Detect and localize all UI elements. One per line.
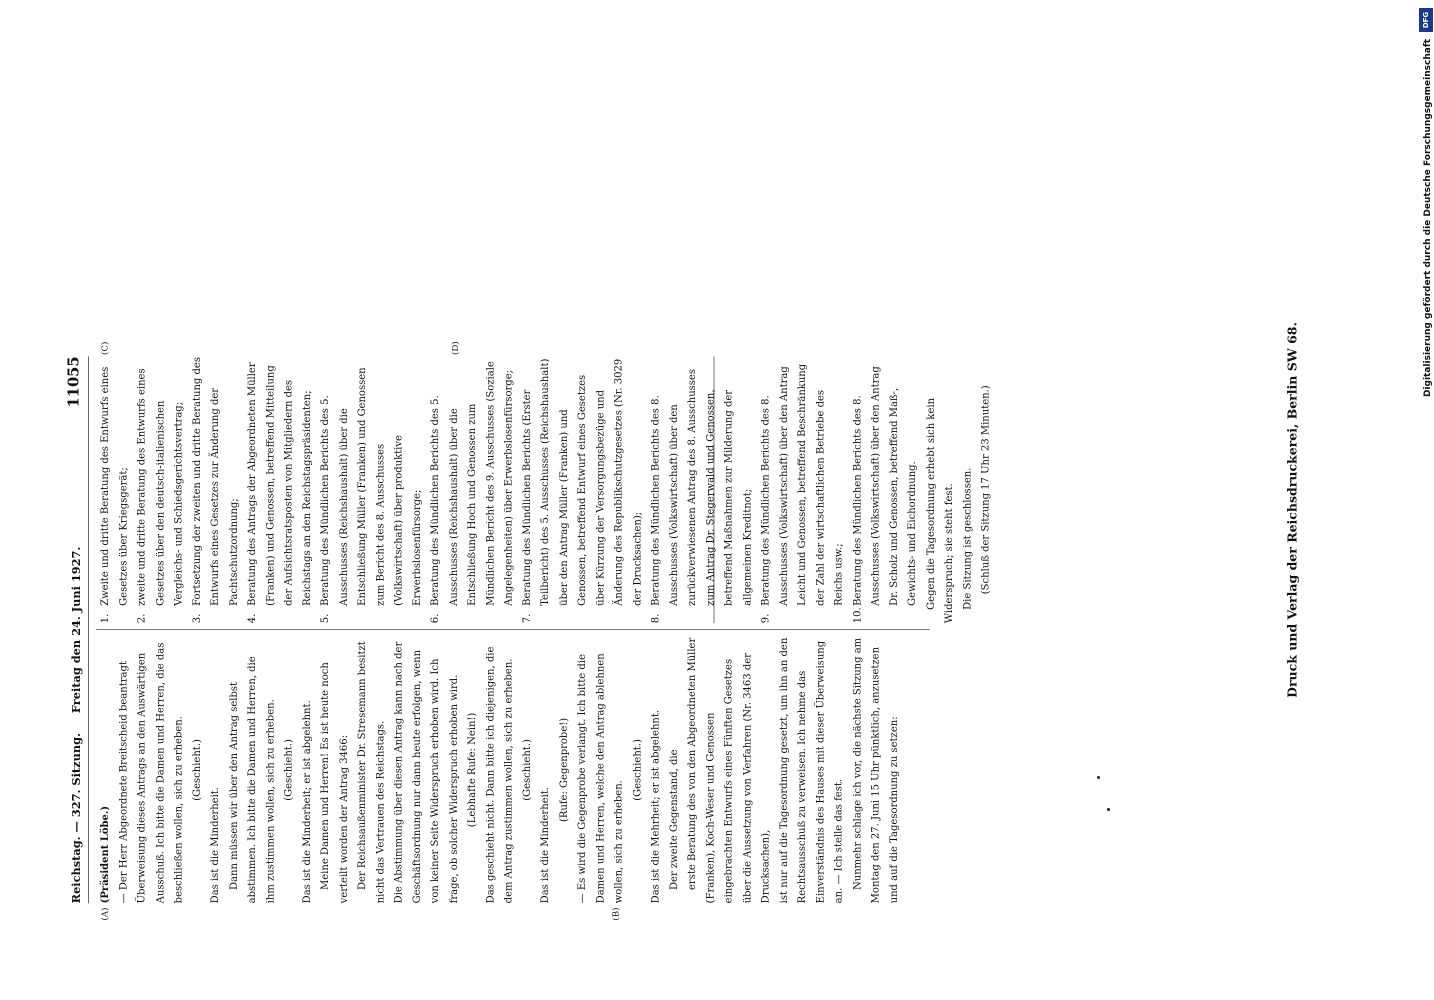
paragraph: Das ist die Minderheit; er ist abgelehnt. (300, 700, 313, 904)
agenda-item-number: 7. (520, 613, 533, 624)
agenda-item (518, 356, 646, 623)
margin-mark-b: (B) (610, 907, 621, 921)
agenda-item-text: Beratung des Mündlichen Berichts des 8. Ausschusses (Volkswirtschaft) über den zurückverwiesenen Antrag des 8. Ausschusses zum Antrag Dr. Stegerwald und Genossen, betreffend Maßnahmen zur Milderung der allgemeinen Kreditnot; (648, 369, 753, 606)
paragraph: Die Sitzung ist geschlossen. (960, 467, 973, 610)
agenda-item-text: Beratung des Mündlichen Berichts des 8. Ausschusses (Volkswirtschaft) über den Antrag Leicht und Genossen, betreffend Beschränkung der Zahl der wirtschaftlichen Betriebe des Reichs usw.; (759, 363, 845, 606)
agenda-item-text: Beratung des Mündlichen Berichts des 5. Ausschusses (Reichshaushalt) über die Entschließung Müller (Franken) und Genossen zum Bericht des 8. Ausschusses (Volkswirtschaft) über produktive Erwerbslosenfürsorge; (318, 367, 423, 606)
margin-mark-c: (C) (100, 341, 111, 356)
header-left: Reichstag. — 327. Sitzung. (70, 733, 84, 904)
agenda-item-number: 4. (245, 613, 258, 624)
agenda-item (188, 356, 243, 623)
imprint-text: Druck und Verlag der Reichsdruckerei, Berlin SW 68. (1284, 322, 1300, 698)
agenda-item (756, 356, 848, 623)
agenda-item-text: Fortsetzung der zweiten und dritte Beratung des Entwurfs eines Gesetzes zur Änderung der Pachtschutzordnung; (190, 357, 240, 606)
paragraph: ist nur auf die Tagesordnung gesetzt, um ihn an den Rechtsausschuß zu verweisen. Ich nehme das Einverständnis des Hauses mit dieser Überweisung an. — Ich stelle das fest. (777, 637, 845, 904)
dfg-logo-text: DFG (1422, 11, 1430, 29)
agenda-item-number: 6. (428, 613, 441, 624)
agenda-item (848, 356, 921, 623)
agenda-item-number: 3. (190, 613, 203, 624)
agenda-item-text: Beratung des Mündlichen Berichts (Erster Teilbericht) des 5. Ausschusses (Reichshaushalt) über den Antrag Müller (Franken) und Genossen, betreffend Entwurf eines Gesetzes über Kürzung der Versorgungsbezüge und Änderung des Republikschutzgesetzes (Nr. 3029 der Drucksachen); (520, 358, 643, 606)
paragraph: Gegen die Tagesordnung erhebt sich kein Widerspruch; sie steht fest. (924, 397, 955, 624)
header-date: Freitag den 24. Juni 1927. (70, 546, 84, 714)
paragraph: — Der Herr Abgeordnete Breitscheid beantragt Überweisung dieses Antrags an den Auswärtigen Ausschuß. Ich bitte die Damen und Herren, die das beschließen wollen, sich zu erheben. (117, 642, 185, 904)
imprint-line (1282, 322, 1302, 698)
agenda-item (426, 356, 518, 623)
speaker-heading: (Präsident Löbe.) (98, 805, 111, 904)
agenda-item-number: 10. (850, 607, 863, 624)
agenda-item (96, 356, 133, 623)
agenda-item-number: 9. (759, 613, 772, 624)
agenda-item (133, 356, 188, 623)
agenda-item-text: Zweite und dritte Beratung des Entwurfs eines Gesetzes über Kriegsgerät; (98, 366, 130, 606)
stage-direction: (Rufe: Gegenprobe!) (557, 717, 570, 823)
digitization-note (1418, 8, 1434, 398)
rotated-page (60, 341, 992, 921)
agenda-item (316, 356, 426, 623)
agenda-item-text: erste Beratung des von den Abgeordneten Müller (Franken), Koch-Weser und Genossen eingebrachten Entwurfs eines Fünften Gesetzes über die Aussetzung von Verfahren (Nr. 3463 der Drucksachen), (685, 637, 772, 904)
paragraph: Das ist die Mehrheit; er ist abgelehnt. (648, 709, 661, 904)
agenda-item (646, 356, 756, 623)
agenda-item-number: 1. (98, 613, 111, 624)
agenda-item-text: Beratung des Mündlichen Berichts des 5. Ausschusses (Reichshaushalt) über die Entschließung Hoch und Genossen zum Mündlichen Bericht des 9. Ausschusses (Soziale Angelegenheiten) über Erwerbslosenfürsorge; (428, 361, 515, 606)
paragraph: Der zweite Gegenstand, die (667, 749, 680, 890)
paragraph: Das ist die Minderheit. (208, 787, 221, 904)
session-end-note: (Schluß der Sitzung 17 Uhr 23 Minuten.) (979, 385, 992, 595)
dfg-logo (1419, 8, 1433, 32)
agenda-item (243, 356, 316, 623)
paragraph: Die Abstimmung über diesen Antrag kann nach der Geschäftsordnung nur dann heute erfolgen, wenn von keiner Seite Widerspruch erhoben wird. Ich frage, ob solcher Widerspruch erhoben wird. (392, 641, 460, 904)
end-rule (714, 356, 715, 623)
motion-text: Der Reichsaußenminister Dr. Stresemann besitzt nicht das Vertrauen des Reichstags. (355, 641, 386, 904)
paragraph: — Es wird die Gegenprobe verlangt. Ich bitte die Damen und Herren, welche den Antrag ablehnen wollen, sich zu erheben. (575, 653, 625, 904)
page-number: 11055 (65, 356, 83, 408)
stage-direction: (Geschieht.) (520, 739, 533, 801)
paragraph: Das geschieht nicht. Dann bitte ich diejenigen, die dem Antrag zustimmen wollen, sich zu erheben. (483, 646, 515, 904)
column-divider (96, 629, 930, 630)
stage-direction: (Geschieht.) (282, 739, 295, 801)
right-column (96, 356, 995, 623)
stage-direction: (Geschieht.) (190, 739, 203, 801)
agenda-item-number: 2. (135, 613, 148, 624)
stage-direction: (Geschieht.) (630, 739, 643, 801)
agenda-item-text: Beratung des Mündlichen Berichts des 8. Ausschusses (Volkswirtschaft) über den Antrag Dr. Scholz und Genossen, betreffend Maß-, Gewichts- und Eichordnung. (850, 366, 918, 606)
paragraph: Nunmehr schlage ich vor, die nächste Sitzung am Montag den 27. Juni 15 Uhr pünktlich, anzusetzen und auf die Tagesordnung zu setzen: (850, 637, 900, 904)
agenda-item-number: 8. (648, 613, 661, 624)
scan-speck (1097, 776, 1100, 779)
paragraph: Das ist die Minderheit. (538, 787, 551, 904)
margin-mark-d: (D) (450, 341, 461, 356)
stage-direction: (Lebhafte Rufe: Nein!) (465, 712, 478, 828)
agenda-item-number: 5. (318, 613, 331, 624)
left-column (96, 637, 903, 904)
digitization-text: Digitalisierung gefördert durch die Deutsche Forschungsgemeinschaft (1423, 38, 1433, 398)
agenda-item-text: Beratung des Antrags der Abgeordneten Müller (Franken) und Genossen, betreffend Mitteilung der Aufsichtsratsposten von Mitgliedern des Reichstags an den Reichstagspräsidenten; (245, 362, 313, 606)
paragraph: Meine Damen und Herren! Es ist heute noch verteilt worden der Antrag 3466: (318, 662, 350, 904)
margin-mark-a: (A) (100, 907, 111, 921)
page-header (64, 356, 89, 903)
paragraph: Dann müssen wir über den Antrag selbst abstimmen. Ich bitte die Damen und Herren, die ihm zustimmen wollen, sich zu erheben. (227, 656, 276, 904)
agenda-item-text: zweite und dritte Beratung des Entwurfs eines Gesetzes über den deutsch-italienischen Vergleichs- und Schiedsgerichtsvertrag; (135, 368, 185, 606)
scan-speck (1107, 808, 1110, 811)
